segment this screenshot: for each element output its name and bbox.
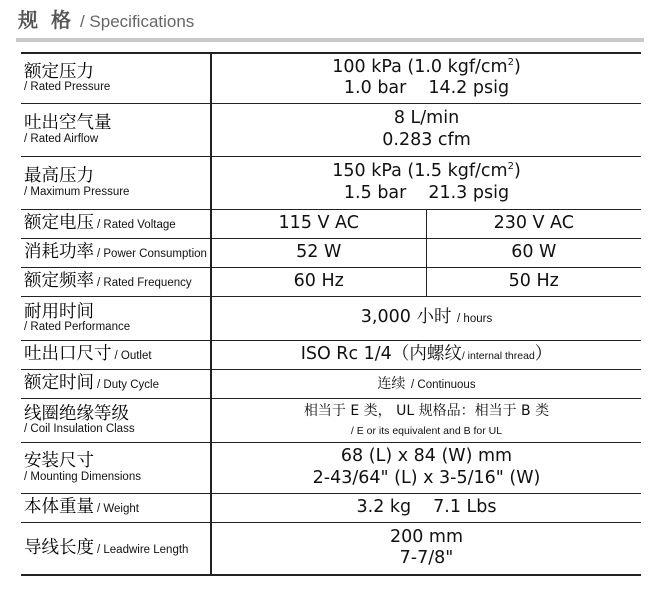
spec-value-power-a: 52 W: [211, 238, 426, 267]
value-line-2: 7-7/8": [399, 548, 454, 569]
label-en: / Mounting Dimensions: [24, 470, 141, 483]
label-en: / Rated Frequency: [97, 277, 192, 290]
label-cn: 额定时间: [24, 373, 94, 394]
spec-label-duty-cycle: [21, 369, 211, 398]
label-en: / Maximum Pressure: [24, 185, 130, 198]
value-text: ISO Rc 1/4（内螺纹: [300, 343, 462, 364]
value-superscript: 2: [507, 161, 514, 173]
value-note-en: / E or its equivalent and B for UL: [350, 425, 503, 437]
value-note-en: / internal thread: [461, 349, 535, 362]
spec-label-rated-pressure: [21, 53, 211, 103]
spec-label-power: [21, 238, 211, 267]
spec-label-rated-airflow: [21, 103, 211, 156]
value-text: 相当于 E 类， UL 规格品：相当于 B 类: [303, 402, 550, 419]
label-cn: 安装尺寸: [24, 451, 94, 472]
spec-label-max-pressure: [21, 156, 211, 209]
table-row-insulation: [21, 398, 641, 442]
spec-value-duty-cycle: [211, 369, 641, 398]
spec-label-mounting: [21, 442, 211, 493]
spec-label-weight: [21, 493, 211, 522]
value-line-2: [344, 183, 509, 203]
table-row-frequency: [21, 267, 641, 296]
label-en: / Leadwire Length: [97, 544, 189, 557]
value-text: 1.5 bar: [343, 182, 407, 203]
value-text: 14.2 psig: [428, 78, 510, 99]
label-cn: 额定电压: [24, 213, 94, 234]
section-header: [18, 4, 194, 34]
table-row-max-pressure: [21, 156, 641, 209]
value-text: 3.2 kg: [356, 496, 412, 517]
value-text: ）: [534, 343, 553, 364]
header-divider: [16, 38, 644, 42]
specifications-table: [21, 52, 641, 576]
value-text: 7.1 Lbs: [433, 496, 497, 517]
label-cn: 耐用时间: [24, 301, 94, 322]
label-en: / Outlet: [114, 350, 152, 363]
label-en: / Rated Pressure: [24, 81, 111, 94]
value-line-1: 8 L/min: [393, 108, 460, 129]
spec-value-weight: [211, 493, 641, 522]
table-row-mounting: [21, 442, 641, 493]
label-en: / Rated Performance: [24, 321, 131, 334]
spec-label-rated-voltage: [21, 209, 211, 238]
label-cn: 本体重量: [24, 497, 94, 518]
spec-value-insulation: [211, 398, 641, 442]
label-en: / Rated Voltage: [97, 219, 176, 232]
label-cn: 额定压力: [24, 62, 94, 83]
table-row-outlet: [21, 340, 641, 369]
value-text: 1.0 bar: [343, 78, 407, 99]
value-text: 150 kPa (1.5 kgf/cm: [332, 161, 508, 182]
table-row-duty-cycle: [21, 369, 641, 398]
label-cn: 最高压力: [24, 166, 94, 187]
spec-label-outlet: [21, 340, 211, 369]
spec-label-leadwire: [21, 522, 211, 575]
table-row-power: [21, 238, 641, 267]
spec-value-rated-airflow: [211, 103, 641, 156]
spec-value-outlet: [211, 340, 641, 369]
section-title-en: / Specifications: [79, 12, 195, 31]
label-cn: 吐出口尺寸: [24, 344, 112, 365]
spec-label-insulation: [21, 398, 211, 442]
label-en: / Rated Airflow: [24, 132, 99, 145]
value-superscript: 2: [507, 57, 514, 69]
spec-label-performance: [21, 296, 211, 340]
value-line-2: 0.283 cfm: [382, 129, 471, 150]
spec-value-max-pressure: [211, 156, 641, 209]
label-en: / Power Consumption: [97, 248, 207, 261]
label-cn: 额定频率: [24, 271, 94, 292]
spec-value-power-b: 60 W: [426, 238, 641, 267]
table-row-weight: [21, 493, 641, 522]
label-en: / Coil Insulation Class: [24, 423, 135, 436]
spec-value-rated-voltage-b: 230 V AC: [426, 209, 641, 238]
spec-value-performance: [211, 296, 641, 340]
label-cn: 线圈绝缘等级: [24, 403, 129, 424]
spec-value-frequency-b: 50 Hz: [426, 267, 641, 296]
value-line-1: 200 mm: [389, 526, 464, 547]
label-en: / Duty Cycle: [97, 379, 159, 392]
table-row-rated-airflow: [21, 103, 641, 156]
section-title-cn: 规 格: [18, 8, 74, 32]
label-cn: 导线长度: [24, 538, 94, 559]
value-line-1: [332, 57, 521, 77]
label-cn: 吐出空气量: [24, 113, 112, 134]
value-line-1: [332, 161, 521, 181]
value-text: ): [513, 161, 521, 182]
spec-value-mounting: [211, 442, 641, 493]
table-row-rated-pressure: [21, 53, 641, 103]
spec-label-frequency: [21, 267, 211, 296]
spec-value-leadwire: [211, 522, 641, 575]
value-unit-en: / hours: [457, 313, 493, 326]
spec-value-rated-voltage-a: 115 V AC: [211, 209, 426, 238]
value-line-2: [344, 78, 509, 98]
table-row-leadwire: [21, 522, 641, 575]
value-text: 100 kPa (1.0 kgf/cm: [332, 56, 508, 77]
table-row-performance: [21, 296, 641, 340]
label-cn: 消耗功率: [24, 242, 94, 263]
value-line-1: 68 (L) x 84 (W) mm: [340, 446, 513, 467]
value-text: ): [513, 56, 521, 77]
spec-value-rated-pressure: [211, 53, 641, 103]
label-en: / Weight: [97, 503, 139, 516]
value-text: 连续: [377, 375, 406, 392]
table-row-rated-voltage: [21, 209, 641, 238]
value-text: 21.3 psig: [428, 182, 510, 203]
value-note-en: / Continuous: [411, 378, 476, 391]
spec-value-frequency-a: 60 Hz: [211, 267, 426, 296]
value-text: 3,000 小时: [360, 307, 452, 328]
value-line-2: 2-43/64" (L) x 3-5/16" (W): [312, 467, 541, 488]
